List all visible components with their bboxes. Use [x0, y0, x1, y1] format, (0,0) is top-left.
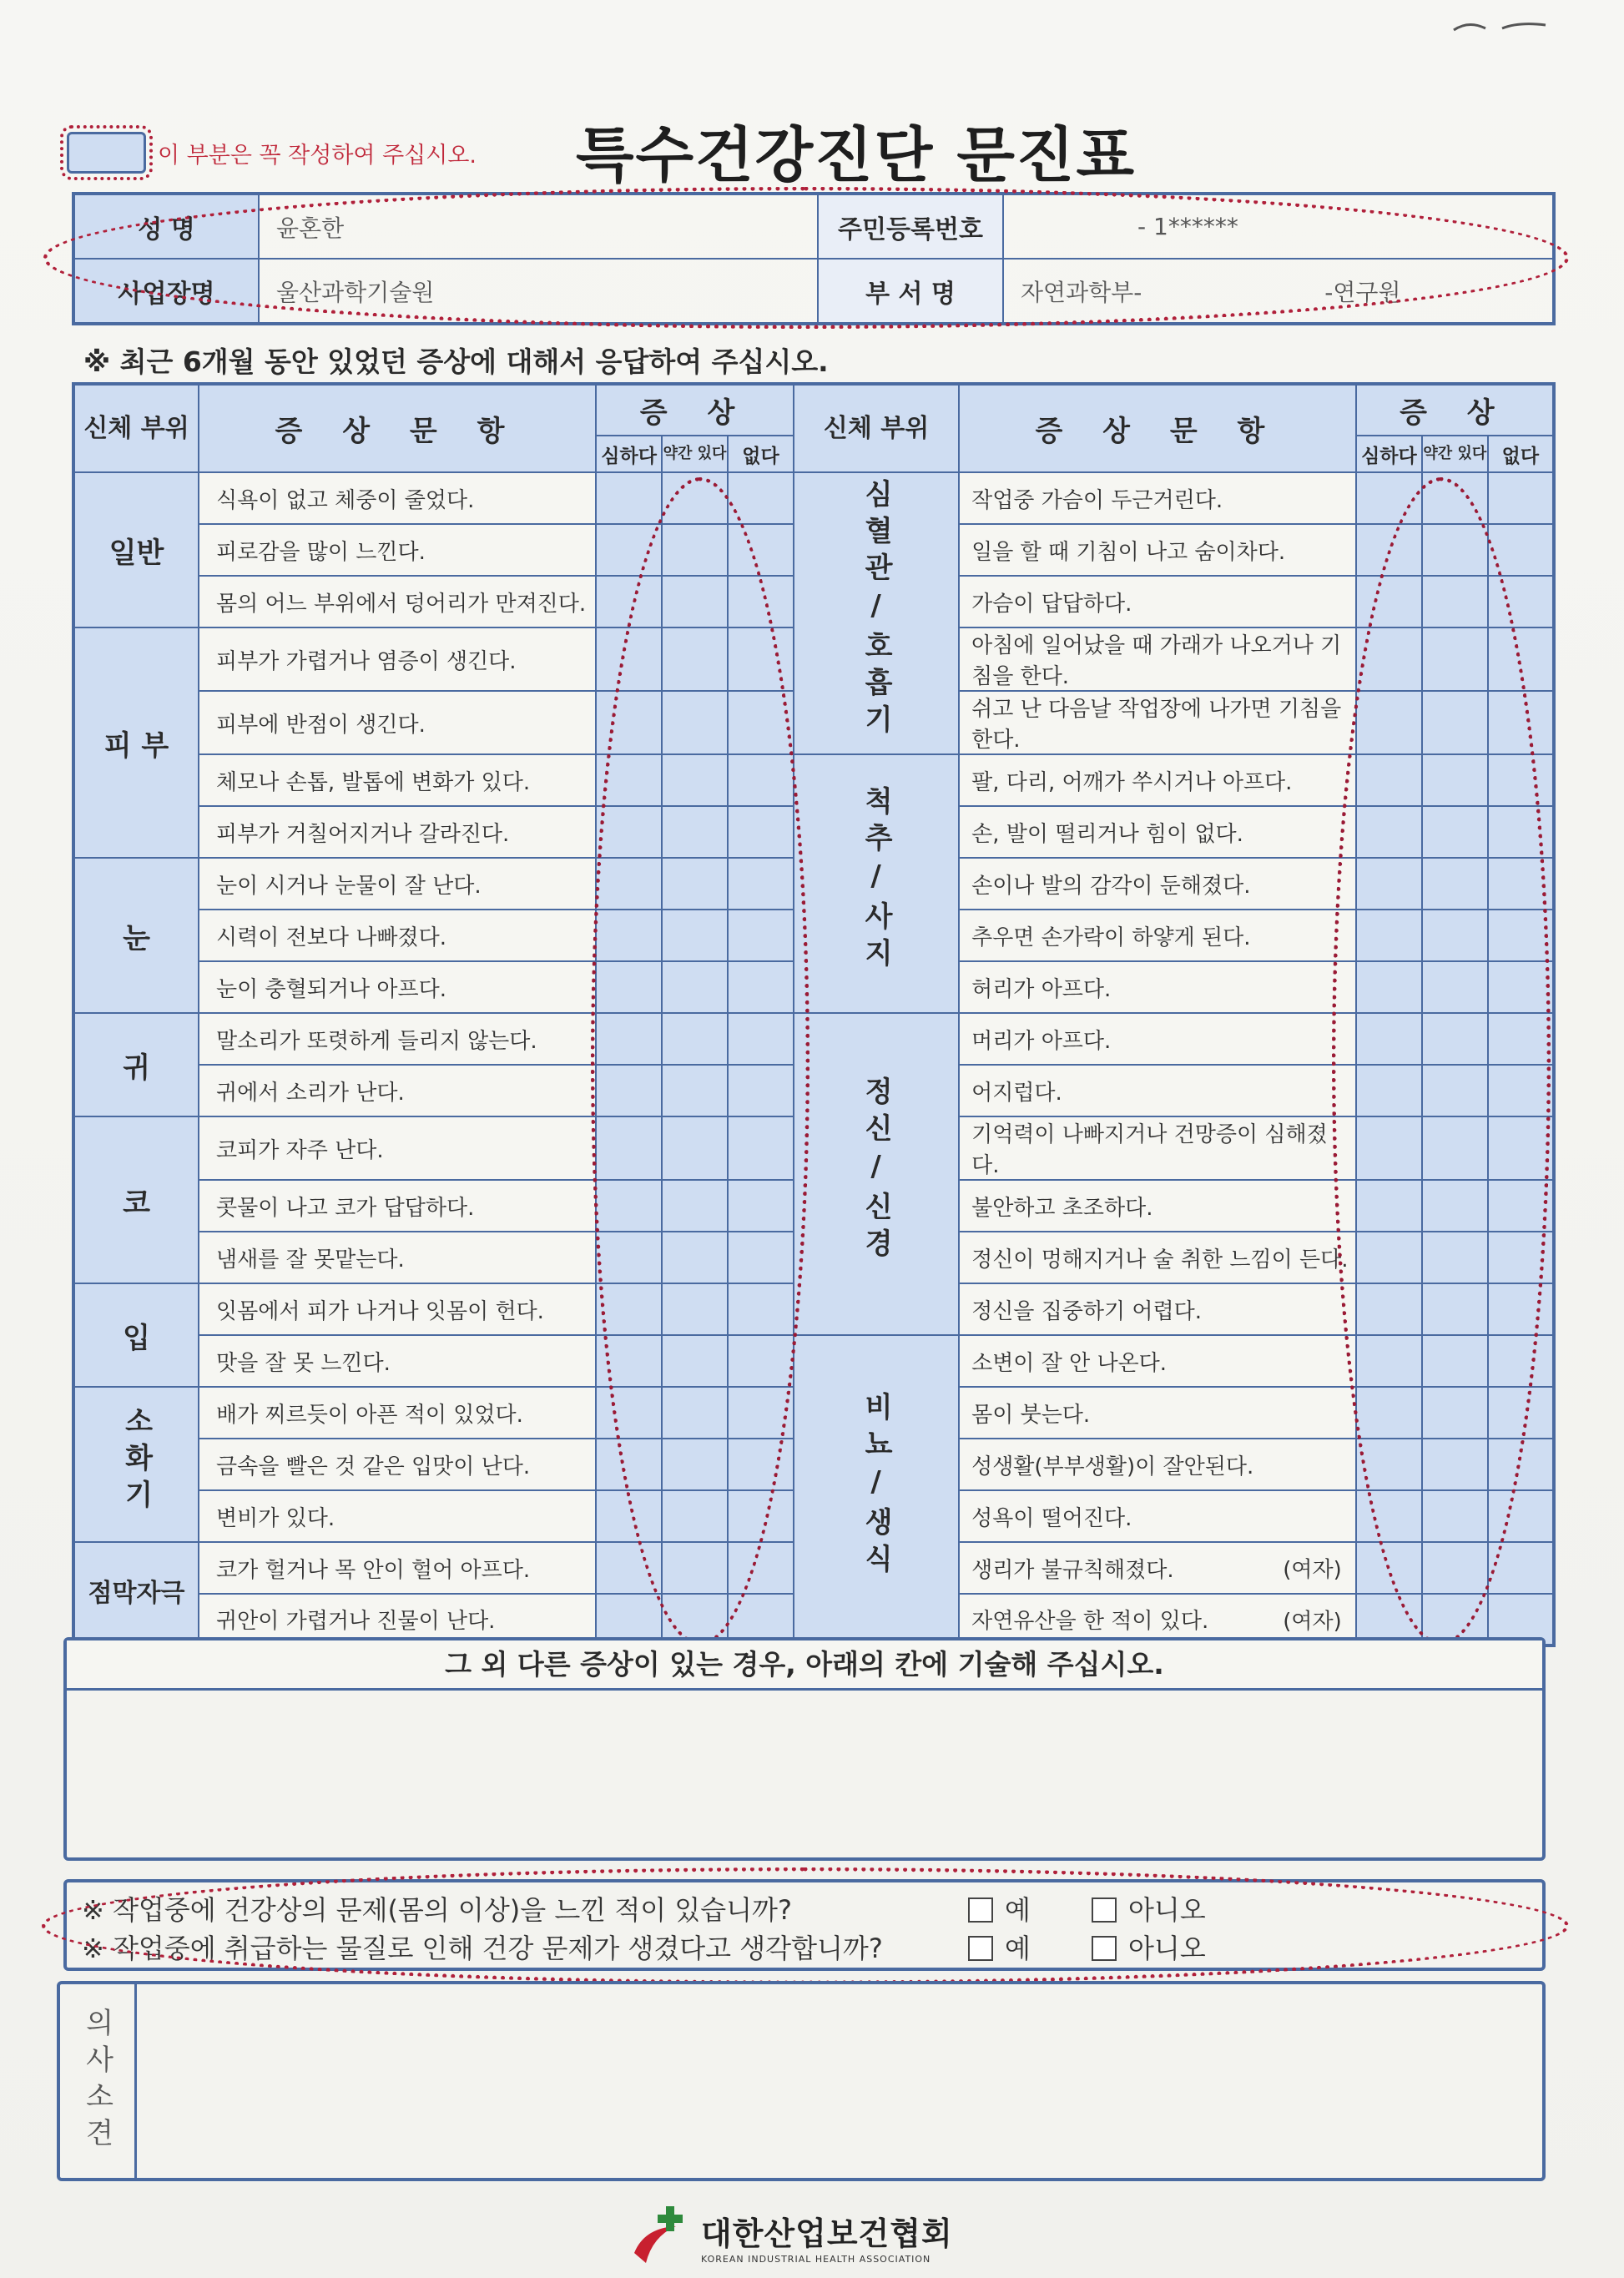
- checkbox-none[interactable]: [728, 1232, 794, 1283]
- part-header-left: 신체 부위: [73, 384, 199, 472]
- symptom-question-text: 콧물이 나고 코가 답답하다.: [216, 1195, 475, 1221]
- checkbox-none[interactable]: [1488, 858, 1554, 910]
- symptom-question: [959, 627, 1356, 691]
- checkbox-none[interactable]: [728, 691, 794, 754]
- checkbox-severe[interactable]: [1356, 576, 1422, 627]
- checkbox-mild[interactable]: [662, 524, 728, 576]
- checkbox-none[interactable]: [1488, 910, 1554, 961]
- checkbox-severe[interactable]: [596, 858, 662, 910]
- checkbox-none[interactable]: [1488, 576, 1554, 627]
- symptom-question: [959, 961, 1356, 1013]
- body-part-label: [73, 627, 199, 858]
- checkbox-severe[interactable]: [1356, 1065, 1422, 1116]
- checkbox-none[interactable]: [728, 1116, 794, 1180]
- symptom-question-text: 작업중 가슴이 두근거린다.: [971, 487, 1223, 513]
- body-part-label: [794, 1013, 959, 1335]
- name-field[interactable]: 윤혼한: [259, 194, 818, 259]
- checkbox-mild[interactable]: [662, 754, 728, 806]
- checkbox-mild[interactable]: [662, 910, 728, 961]
- table-row: [73, 754, 1554, 806]
- question-header-left: 증 상 문 항: [199, 384, 596, 472]
- symptom-question: [959, 1335, 1356, 1387]
- checkbox-severe[interactable]: [1356, 1439, 1422, 1490]
- checkbox-none[interactable]: [1488, 691, 1554, 754]
- checkbox-none[interactable]: [1488, 806, 1554, 858]
- body-part-label: [73, 472, 199, 627]
- notice-text: 이 부분은 꼭 작성하여 주십시오.: [158, 142, 477, 169]
- checkbox-none[interactable]: [1488, 472, 1554, 524]
- symptom-question: [199, 472, 596, 524]
- symptom-question-text: 식욕이 없고 체중이 줄었다.: [216, 487, 475, 513]
- symptom-question: [959, 1180, 1356, 1232]
- checkbox-none[interactable]: [1488, 1439, 1554, 1490]
- company-field[interactable]: 울산과학기술원: [259, 259, 818, 324]
- symptom-question-text: 머리가 아프다.: [971, 1028, 1112, 1054]
- question-row: [82, 1928, 883, 1966]
- checkbox-mild[interactable]: [1422, 858, 1488, 910]
- checkbox-mild[interactable]: [662, 472, 728, 524]
- symptom-question-text: 자연유산을 한 적이 있다.: [971, 1609, 1209, 1634]
- other-symptoms-box: [63, 1637, 1546, 1861]
- checkbox-none[interactable]: [1488, 1335, 1554, 1387]
- body-part-text: 코: [123, 1186, 150, 1220]
- body-part-text: 점막자극: [88, 1578, 185, 1608]
- checkbox-mild[interactable]: [1422, 524, 1488, 576]
- checkbox-none[interactable]: [1488, 754, 1554, 806]
- checkbox-mild[interactable]: [1422, 1065, 1488, 1116]
- checkbox-severe[interactable]: [1356, 524, 1422, 576]
- checkbox-severe[interactable]: [596, 1013, 662, 1065]
- symptom-question-text: 코가 헐거나 목 안이 헐어 아프다.: [216, 1557, 531, 1583]
- checkbox-severe[interactable]: [596, 1439, 662, 1490]
- body-part-text: 척추/사지: [859, 785, 893, 975]
- body-part-label: [73, 1387, 199, 1542]
- symptom-question-text: 추우면 손가락이 하얗게 된다.: [971, 925, 1251, 950]
- yes-checkbox[interactable]: [968, 1936, 993, 1961]
- checkbox-severe[interactable]: [1356, 1283, 1422, 1335]
- checkbox-none[interactable]: [728, 1542, 794, 1594]
- checkbox-mild[interactable]: [662, 1335, 728, 1387]
- checkbox-severe[interactable]: [1356, 1490, 1422, 1542]
- notice: [67, 132, 477, 174]
- symptom-question-text: 손이나 발의 감각이 둔해졌다.: [971, 873, 1251, 899]
- checkbox-severe[interactable]: [596, 1490, 662, 1542]
- symptom-header-right: 증 상: [1356, 384, 1554, 436]
- checkbox-mild[interactable]: [1422, 1387, 1488, 1439]
- no-option[interactable]: 아니오: [1092, 1889, 1206, 1928]
- checkbox-mild[interactable]: [662, 858, 728, 910]
- checkbox-severe[interactable]: [1356, 1335, 1422, 1387]
- checkbox-mild[interactable]: [662, 1387, 728, 1439]
- checkbox-severe[interactable]: [596, 1542, 662, 1594]
- option-severe-left: 심하다: [596, 436, 662, 472]
- option-none-left: 없다: [728, 436, 794, 472]
- checkbox-none[interactable]: [728, 576, 794, 627]
- body-part-label: [73, 1013, 199, 1116]
- checkbox-none[interactable]: [728, 858, 794, 910]
- table-row: [73, 1335, 1554, 1387]
- body-part-label: [794, 1335, 959, 1646]
- checkbox-mild[interactable]: [662, 1283, 728, 1335]
- symptom-question-text: 말소리가 또렷하게 들리지 않는다.: [216, 1028, 537, 1054]
- symptom-question: [959, 1283, 1356, 1335]
- body-part-label: [73, 1542, 199, 1646]
- rrn-label: 주민등록번호: [818, 194, 1003, 259]
- checkbox-mild[interactable]: [662, 627, 728, 691]
- symptom-question: [959, 576, 1356, 627]
- symptom-question: [959, 1013, 1356, 1065]
- checkbox-none[interactable]: [728, 1387, 794, 1439]
- checkbox-none[interactable]: [1488, 1542, 1554, 1594]
- symptom-question-text: 시력이 전보다 나빠졌다.: [216, 925, 446, 950]
- symptom-question-text: 몸의 어느 부위에서 덩어리가 만져진다.: [216, 591, 587, 617]
- symptom-question-text: 눈이 충혈되거나 아프다.: [216, 976, 446, 1002]
- symptom-question-text: 피부가 가렵거나 염증이 생긴다.: [216, 648, 517, 674]
- checkbox-severe[interactable]: [1356, 1180, 1422, 1232]
- body-part-text: 귀: [123, 1051, 150, 1085]
- symptom-question-text: 불안하고 초조하다.: [971, 1195, 1153, 1221]
- checkbox-mild[interactable]: [1422, 910, 1488, 961]
- symptom-question-text: 피부가 거칠어지거나 갈라진다.: [216, 821, 510, 847]
- yes-option[interactable]: 예: [968, 1928, 1031, 1966]
- checkbox-mild[interactable]: [1422, 1335, 1488, 1387]
- symptom-question: [959, 1490, 1356, 1542]
- question-header-right: 증 상 문 항: [959, 384, 1356, 472]
- symptom-question: [199, 1490, 596, 1542]
- question-text: ※ 작업중에 취급하는 물질로 인해 건강 문제가 생겼다고 생각합니까?: [82, 1933, 883, 1964]
- symptom-question: [199, 961, 596, 1013]
- body-part-label: [794, 754, 959, 1013]
- symptom-question-text: 아침에 일어났을 때 가래가 나오거나 기침을 한다.: [971, 633, 1342, 689]
- body-part-label: [73, 1283, 199, 1387]
- table-row: [73, 472, 1554, 524]
- doctor-opinion-field[interactable]: [137, 1984, 1542, 2178]
- symptom-question: [959, 691, 1356, 754]
- symptom-question: [199, 754, 596, 806]
- no-checkbox[interactable]: [1092, 1897, 1117, 1923]
- symptom-question-text: 금속을 빨은 것 같은 입맛이 난다.: [216, 1454, 531, 1479]
- position-value: -연구원: [1324, 278, 1401, 306]
- personal-info-table: [72, 192, 1556, 325]
- checkbox-severe[interactable]: [1356, 806, 1422, 858]
- checkbox-mild[interactable]: [662, 1490, 728, 1542]
- body-part-label: [794, 472, 959, 754]
- symptom-question: [199, 1439, 596, 1490]
- checkbox-severe[interactable]: [596, 1387, 662, 1439]
- checkbox-severe[interactable]: [1356, 1542, 1422, 1594]
- checkbox-none[interactable]: [1488, 1232, 1554, 1283]
- symptom-question: [199, 1387, 596, 1439]
- checkbox-mild[interactable]: [662, 576, 728, 627]
- checkbox-severe[interactable]: [1356, 910, 1422, 961]
- work-questions: [63, 1879, 1546, 1971]
- symptom-question-text: 쉬고 난 다음날 작업장에 나가면 기침을 한다.: [971, 697, 1342, 753]
- doctor-opinion-label: 의사소견: [60, 1984, 137, 2178]
- checkbox-severe[interactable]: [1356, 754, 1422, 806]
- checkbox-severe[interactable]: [596, 691, 662, 754]
- checkbox-severe[interactable]: [596, 1335, 662, 1387]
- symptom-question-text: 귀에서 소리가 난다.: [216, 1080, 405, 1106]
- option-severe-right: 심하다: [1356, 436, 1422, 472]
- checkbox-mild[interactable]: [1422, 1490, 1488, 1542]
- checkbox-severe[interactable]: [1356, 1232, 1422, 1283]
- symptom-header-left: 증 상: [596, 384, 794, 436]
- symptom-question: [199, 524, 596, 576]
- symptom-question-text: 성생활(부부생활)이 잘안된다.: [971, 1454, 1254, 1479]
- body-part-text: 소화기: [119, 1405, 153, 1516]
- symptom-question-text: 정신을 집중하기 어렵다.: [971, 1298, 1203, 1324]
- checkbox-severe[interactable]: [596, 524, 662, 576]
- checkbox-mild[interactable]: [1422, 627, 1488, 691]
- symptom-question: [199, 1180, 596, 1232]
- checkbox-severe[interactable]: [596, 1065, 662, 1116]
- body-part-label: [73, 858, 199, 1013]
- symptom-question: [199, 627, 596, 691]
- symptom-question-text: 일을 할 때 기침이 나고 숨이차다.: [971, 539, 1286, 565]
- symptom-question: [959, 1439, 1356, 1490]
- checkbox-mild[interactable]: [662, 1065, 728, 1116]
- female-note: (여자): [1283, 1557, 1342, 1583]
- checkbox-none[interactable]: [728, 754, 794, 806]
- instruction: ※ 최근 6개월 동안 있었던 증상에 대해서 응답하여 주십시오.: [83, 345, 829, 378]
- checkbox-severe[interactable]: [596, 961, 662, 1013]
- symptom-question-text: 눈이 시거나 눈물이 잘 난다.: [216, 873, 482, 899]
- checkbox-mild[interactable]: [662, 1116, 728, 1180]
- symptom-question-text: 정신이 멍해지거나 술 취한 느낌이 든다.: [971, 1247, 1349, 1273]
- other-symptoms-field[interactable]: [67, 1691, 1542, 1854]
- symptom-question: [959, 806, 1356, 858]
- checkbox-mild[interactable]: [1422, 1232, 1488, 1283]
- body-part-text: 피 부: [103, 728, 169, 763]
- option-mild-right: 약간 있다: [1422, 436, 1488, 472]
- option-none-right: 없다: [1488, 436, 1554, 472]
- symptom-question-text: 생리가 불규칙해졌다.: [971, 1557, 1174, 1583]
- dept-label: 부 서 명: [818, 259, 1003, 324]
- body-part-text: 심혈관/호흡기: [859, 478, 893, 741]
- checkbox-none[interactable]: [1488, 1180, 1554, 1232]
- body-part-text: 입: [123, 1321, 150, 1355]
- symptom-question-text: 맛을 잘 못 느낀다.: [216, 1350, 391, 1376]
- checkbox-none[interactable]: [1488, 524, 1554, 576]
- symptom-question-text: 체모나 손톱, 발톱에 변화가 있다.: [216, 769, 531, 795]
- symptom-question: [959, 910, 1356, 961]
- company-label: 사업장명: [73, 259, 259, 324]
- checkbox-none[interactable]: [1488, 1013, 1554, 1065]
- checkbox-mild[interactable]: [662, 961, 728, 1013]
- checkbox-mild[interactable]: [1422, 691, 1488, 754]
- body-part-text: 눈: [123, 921, 150, 955]
- symptom-question: [199, 910, 596, 961]
- pen-mark-icon: [1452, 17, 1552, 37]
- notice-sample-box: [67, 132, 146, 174]
- question-row: [82, 1889, 792, 1928]
- symptom-question: [199, 1116, 596, 1180]
- symptom-question: [959, 858, 1356, 910]
- checkbox-severe[interactable]: [1356, 627, 1422, 691]
- checkbox-severe[interactable]: [596, 576, 662, 627]
- symptom-question: [199, 858, 596, 910]
- dept-field[interactable]: [1003, 259, 1554, 324]
- symptom-question: [199, 691, 596, 754]
- symptom-question: [959, 1387, 1356, 1439]
- checkbox-severe[interactable]: [596, 910, 662, 961]
- symptom-question: [959, 1542, 1356, 1594]
- symptom-question-text: 배가 찌르듯이 아픈 적이 있었다.: [216, 1402, 523, 1428]
- association-logo: [628, 2203, 953, 2270]
- symptom-question: [959, 524, 1356, 576]
- checkbox-none[interactable]: [728, 524, 794, 576]
- checkbox-none[interactable]: [728, 1490, 794, 1542]
- checkbox-severe[interactable]: [1356, 858, 1422, 910]
- symptom-question-text: 피부에 반점이 생긴다.: [216, 712, 426, 738]
- checkbox-severe[interactable]: [596, 806, 662, 858]
- no-option[interactable]: 아니오: [1092, 1928, 1206, 1966]
- cross-logo-icon: [628, 2203, 694, 2270]
- checkbox-severe[interactable]: [596, 1232, 662, 1283]
- symptom-question: [199, 1013, 596, 1065]
- checkbox-none[interactable]: [728, 1065, 794, 1116]
- female-note: (여자): [1283, 1609, 1342, 1634]
- part-header-right: 신체 부위: [794, 384, 959, 472]
- checkbox-severe[interactable]: [596, 1180, 662, 1232]
- symptom-question: [959, 1065, 1356, 1116]
- checkbox-none[interactable]: [728, 1180, 794, 1232]
- symptom-question-text: 귀안이 가렵거나 진물이 난다.: [216, 1609, 496, 1634]
- question-text: ※ 작업중에 건강상의 문제(몸의 이상)을 느낀 적이 있습니까?: [82, 1894, 792, 1926]
- symptom-question: [199, 1065, 596, 1116]
- checkbox-none[interactable]: [728, 627, 794, 691]
- symptom-question-text: 코피가 자주 난다.: [216, 1137, 384, 1163]
- body-part-text: 비뇨/생식: [859, 1392, 893, 1580]
- checkbox-none[interactable]: [1488, 961, 1554, 1013]
- symptom-question: [959, 472, 1356, 524]
- yes-option[interactable]: 예: [968, 1889, 1031, 1928]
- symptom-question-text: 소변이 잘 안 나온다.: [971, 1350, 1168, 1376]
- form-title: 특수건강진단 문진표: [576, 120, 1137, 190]
- symptom-question-text: 가슴이 답답하다.: [971, 591, 1132, 617]
- symptom-question: [199, 576, 596, 627]
- symptom-question-text: 기억력이 나빠지거나 건망증이 심해졌다.: [971, 1122, 1328, 1178]
- symptom-question-text: 성욕이 떨어진다.: [971, 1505, 1132, 1531]
- symptom-table: [72, 382, 1556, 1647]
- checkbox-mild[interactable]: [1422, 961, 1488, 1013]
- checkbox-severe[interactable]: [1356, 961, 1422, 1013]
- checkbox-none[interactable]: [728, 961, 794, 1013]
- no-checkbox[interactable]: [1092, 1936, 1117, 1961]
- rrn-field[interactable]: - 1******: [1003, 194, 1554, 259]
- symptom-question: [199, 1283, 596, 1335]
- symptom-question-text: 몸이 붓는다.: [971, 1402, 1091, 1428]
- checkbox-none[interactable]: [1488, 1490, 1554, 1542]
- checkbox-none[interactable]: [728, 806, 794, 858]
- association-name-en: KOREAN INDUSTRIAL HEALTH ASSOCIATION: [701, 2254, 931, 2265]
- checkbox-mild[interactable]: [662, 1439, 728, 1490]
- symptom-question: [959, 1232, 1356, 1283]
- symptom-question: [199, 1232, 596, 1283]
- checkbox-mild[interactable]: [1422, 1439, 1488, 1490]
- checkbox-severe[interactable]: [596, 627, 662, 691]
- checkbox-none[interactable]: [1488, 1387, 1554, 1439]
- checkbox-none[interactable]: [728, 472, 794, 524]
- symptom-question-text: 냄새를 잘 못맡는다.: [216, 1247, 405, 1273]
- name-label: 성 명: [73, 194, 259, 259]
- checkbox-none[interactable]: [728, 1439, 794, 1490]
- symptom-question-text: 팔, 다리, 어깨가 쑤시거나 아프다.: [971, 769, 1293, 795]
- checkbox-mild[interactable]: [662, 806, 728, 858]
- symptom-question-text: 어지럽다.: [971, 1080, 1062, 1106]
- checkbox-mild[interactable]: [1422, 1013, 1488, 1065]
- yes-checkbox[interactable]: [968, 1897, 993, 1923]
- checkbox-mild[interactable]: [1422, 1542, 1488, 1594]
- checkbox-mild[interactable]: [662, 1542, 728, 1594]
- checkbox-severe[interactable]: [596, 754, 662, 806]
- dept-value: 자연과학부-: [1021, 278, 1142, 306]
- table-row: [73, 1013, 1554, 1065]
- other-symptoms-title: 그 외 다른 증상이 있는 경우, 아래의 칸에 기술해 주십시오.: [67, 1640, 1542, 1691]
- checkbox-severe[interactable]: [1356, 1013, 1422, 1065]
- checkbox-mild[interactable]: [1422, 1180, 1488, 1232]
- checkbox-mild[interactable]: [1422, 1116, 1488, 1180]
- checkbox-none[interactable]: [728, 1283, 794, 1335]
- checkbox-none[interactable]: [1488, 627, 1554, 691]
- checkbox-mild[interactable]: [662, 691, 728, 754]
- checkbox-mild[interactable]: [1422, 806, 1488, 858]
- checkbox-mild[interactable]: [1422, 1283, 1488, 1335]
- symptom-question-text: 허리가 아프다.: [971, 976, 1112, 1002]
- checkbox-none[interactable]: [1488, 1116, 1554, 1180]
- body-part-text: 정신/신경: [859, 1076, 893, 1265]
- checkbox-severe[interactable]: [596, 472, 662, 524]
- checkbox-none[interactable]: [1488, 1283, 1554, 1335]
- checkbox-none[interactable]: [728, 910, 794, 961]
- checkbox-mild[interactable]: [662, 1232, 728, 1283]
- association-name: 대한산업보건협회: [701, 2215, 953, 2252]
- checkbox-none[interactable]: [1488, 1065, 1554, 1116]
- symptom-question: [959, 1116, 1356, 1180]
- symptom-question-text: 피로감을 많이 느낀다.: [216, 539, 426, 565]
- symptom-question-text: 변비가 있다.: [216, 1505, 335, 1531]
- checkbox-mild[interactable]: [1422, 472, 1488, 524]
- checkbox-severe[interactable]: [1356, 472, 1422, 524]
- symptom-question: [199, 1335, 596, 1387]
- checkbox-severe[interactable]: [596, 1116, 662, 1180]
- symptom-question-text: 손, 발이 떨리거나 힘이 없다.: [971, 821, 1243, 847]
- body-part-text: 일반: [108, 536, 164, 570]
- body-part-label: [73, 1116, 199, 1283]
- checkbox-mild[interactable]: [1422, 754, 1488, 806]
- checkbox-mild[interactable]: [662, 1180, 728, 1232]
- symptom-question-text: 잇몸에서 피가 나거나 잇몸이 헌다.: [216, 1298, 544, 1324]
- doctor-opinion-box: [57, 1981, 1546, 2181]
- symptom-question: [199, 1542, 596, 1594]
- symptom-question: [959, 754, 1356, 806]
- checkbox-severe[interactable]: [596, 1283, 662, 1335]
- checkbox-severe[interactable]: [1356, 1387, 1422, 1439]
- option-mild-left: 약간 있다: [662, 436, 728, 472]
- checkbox-mild[interactable]: [662, 1013, 728, 1065]
- checkbox-severe[interactable]: [1356, 691, 1422, 754]
- checkbox-severe[interactable]: [1356, 1116, 1422, 1180]
- checkbox-none[interactable]: [728, 1013, 794, 1065]
- checkbox-mild[interactable]: [1422, 576, 1488, 627]
- symptom-question: [199, 806, 596, 858]
- checkbox-none[interactable]: [728, 1335, 794, 1387]
